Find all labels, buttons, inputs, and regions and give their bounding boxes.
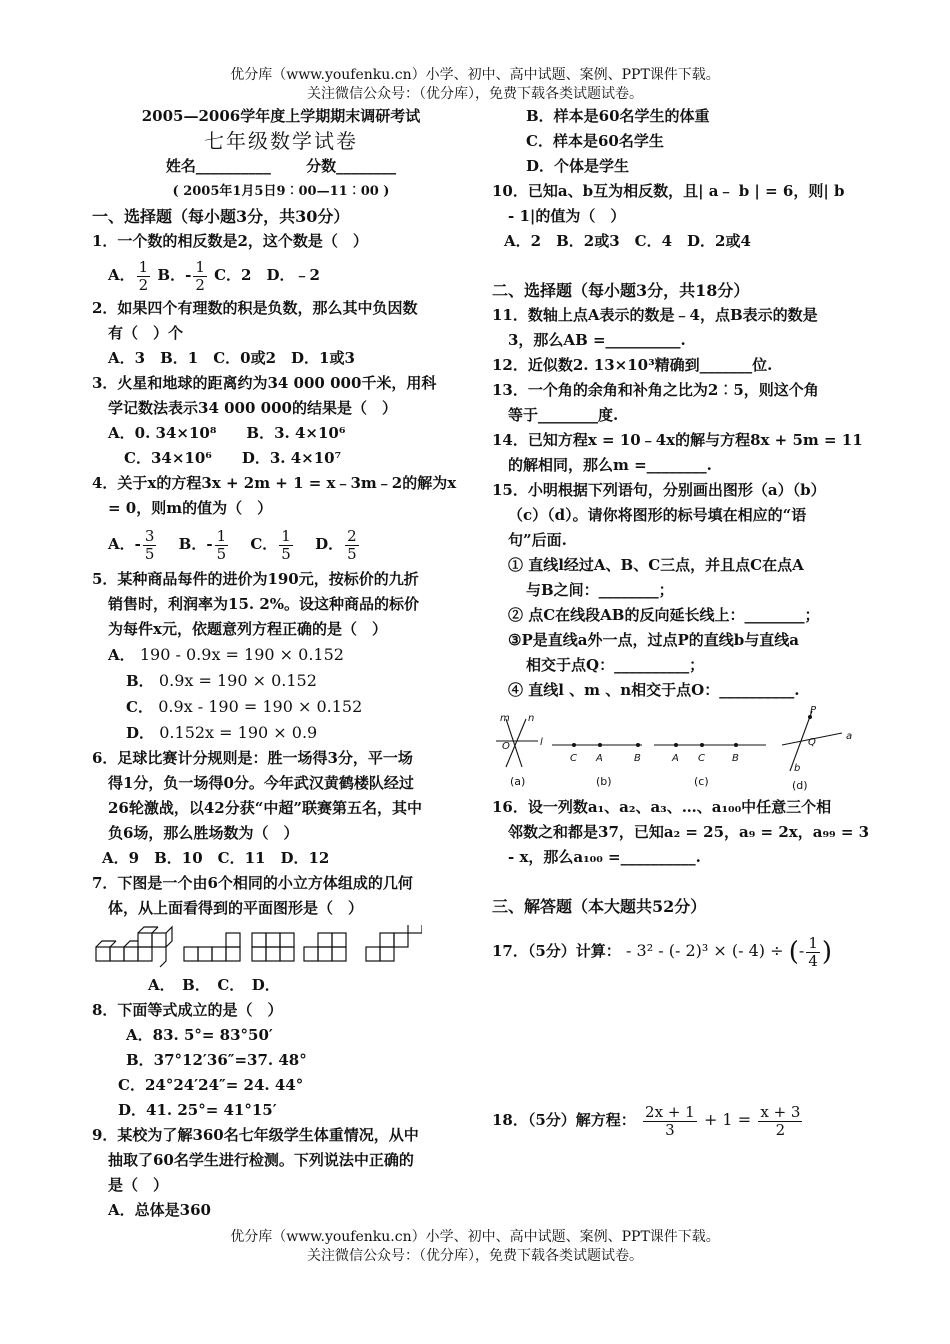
q7-line-2: 体，从上面看得到的平面图形是（ ） bbox=[108, 899, 364, 917]
q6-line-3: 26轮激战，以42分获“中超”联赛第五名，其中 bbox=[108, 799, 423, 817]
q8-stem: 8．下面等式成立的是（ ） bbox=[92, 1001, 283, 1019]
q6-line-4: 负6场，那么胜场数为（ ） bbox=[108, 824, 299, 842]
q5-option-b: B． 0.9x = 190 × 0.152 bbox=[126, 671, 317, 690]
figure-b bbox=[252, 933, 294, 961]
q9-option-b: B．样本是60名学生的体重 bbox=[526, 107, 710, 125]
q9-option-a: A．总体是360 bbox=[108, 1201, 211, 1219]
q1-options: A． $\frac{1}{2}$ B．- $\frac{1}{2}$ C．2 D．﹣2 bbox=[108, 257, 320, 294]
q18: 18．（5分）解方程： $\frac{2x + 1}{3}$ + 1 = $\frac{x + 3}{2}$ bbox=[492, 1102, 801, 1139]
q16-line-2: 邻数之和都是37，已知a₂ = 25，a₉ = 2x，a₉₉ = 3 bbox=[508, 823, 870, 841]
q15-s2: ② 点C在线段AB的反向延长线上：________； bbox=[508, 606, 820, 624]
q15-s3b: 相交于点Q：__________； bbox=[526, 656, 705, 674]
figure-a bbox=[184, 933, 240, 961]
q15-s1b: 与B之间：________； bbox=[526, 581, 674, 599]
q7-line-1: 7．下图是一个由6个相同的小立方体组成的几何 bbox=[92, 874, 413, 892]
fig-a-label-n: n bbox=[528, 713, 535, 724]
q9-option-d: D．个体是学生 bbox=[526, 157, 630, 175]
header-line-1: 优分库（www.youfenku.cn）小学、初中、高中试题、案例、PPT课件下载。 bbox=[230, 67, 720, 83]
q4-line-2: = 0，则m的值为（ ） bbox=[108, 499, 273, 517]
exam-term: 2005—2006学年度上学期期末调研考试 bbox=[141, 107, 421, 125]
q8-option-d: D．41. 25°= 41°15′ bbox=[118, 1101, 277, 1119]
right-column bbox=[492, 104, 870, 1144]
footer-line-2: 关注微信公众号：（优分库），免费下载各类试题试卷。 bbox=[307, 1248, 643, 1264]
fig-a-label-l: l bbox=[540, 737, 543, 748]
section-1-title: 一、选择题（每小题3分，共30分） bbox=[92, 207, 350, 226]
fig-c-point-3: B bbox=[732, 753, 739, 764]
q5-line-3: 为每件x元，依题意列方程正确的是（ ） bbox=[108, 620, 387, 638]
q11-line-2: 3，那么AB =__________. bbox=[508, 331, 686, 349]
fig-d-label-b: b bbox=[794, 763, 801, 774]
q14-line-2: 的解相同，那么m =________. bbox=[508, 456, 712, 474]
fig-label-d: (d) bbox=[792, 779, 808, 791]
q5-line-1: 5．某种商品每件的进价为190元，按标价的九折 bbox=[92, 570, 419, 588]
q8-option-a: A．83. 5°= 83°50′ bbox=[126, 1026, 273, 1044]
q5-option-a: A． 190 - 0.9x = 190 × 0.152 bbox=[108, 645, 344, 664]
q15-line-2: （c）（d）。请你将图形的标号填在相应的“语 bbox=[508, 506, 807, 524]
figure-d bbox=[366, 925, 422, 961]
q7-options: A． B． C． D． bbox=[148, 976, 280, 994]
q4-options: A．- $\frac{3}{5}$ B．- $\frac{1}{5}$ C． $\frac{1}{5}$ D． $\frac{2}{5}$ bbox=[108, 526, 357, 563]
q13-line-2: 等于________度. bbox=[508, 406, 619, 424]
q6-line-2: 得1分，负一场得0分。今年武汉黄鹤楼队经过 bbox=[108, 774, 414, 792]
q15-s4: ④ 直线l 、m 、n相交于点O：__________. bbox=[508, 681, 800, 699]
q10-options: A．2 B．2或3 C．4 D．2或4 bbox=[504, 232, 751, 250]
cube-stack-figure bbox=[96, 927, 172, 967]
q10-line-1: 10．已知a、b互为相反数，且| a﹣ b | = 6，则| b bbox=[492, 182, 845, 200]
q1-stem: 1．一个数的相反数是2，这个数是（ ） bbox=[92, 232, 368, 250]
fig-c-point-1: A bbox=[672, 753, 679, 764]
fig-b-point-2: A bbox=[596, 753, 603, 764]
q2-options: A．3 B．1 C．0或2 D．1或3 bbox=[108, 349, 355, 367]
fig-label-b: (b) bbox=[596, 775, 612, 788]
figure-c bbox=[304, 933, 346, 961]
q8-option-b: B．37°12′36″=37. 48° bbox=[126, 1051, 307, 1069]
fig-label-c: (c) bbox=[694, 775, 709, 788]
q3-options-cd: C．34×10⁶ D．3. 4×10⁷ bbox=[124, 449, 342, 467]
q2-line-1: 2．如果四个有理数的积是负数，那么其中负因数 bbox=[92, 299, 418, 317]
name-score-line: 姓名__________ 分数________ bbox=[165, 157, 397, 175]
q5-option-c: C． 0.9x - 190 = 190 × 0.152 bbox=[126, 697, 363, 716]
fig-a-label-o: O bbox=[502, 741, 510, 752]
fig-a-label-m: m bbox=[500, 713, 510, 724]
q17-expression: - 3² - (- 2)³ × (- 4) ÷ bbox=[626, 941, 784, 960]
q15-s3a: ③P是直线a外一点，过点P的直线b与直线a bbox=[508, 631, 799, 649]
q8-option-c: C．24°24′24″= 24. 44° bbox=[118, 1076, 304, 1094]
exam-date: ( 2005年1月5日9︰00—11︰00 ) bbox=[172, 184, 390, 199]
q4-line-1: 4．关于x的方程3x + 2m + 1 = x﹣3m﹣2的解为x bbox=[92, 474, 457, 492]
q9-line-2: 抽取了60名学生进行检测。下列说法中正确的 bbox=[108, 1151, 414, 1169]
q12-line-1: 12．近似数2. 13×10³精确到_______位. bbox=[492, 356, 773, 374]
fig-b-point-3: B bbox=[634, 753, 641, 764]
section-3-title: 三、解答题（本大题共52分） bbox=[492, 897, 707, 916]
exam-title: 七年级数学试卷 bbox=[204, 129, 358, 153]
q17: 17．（5分）计算： - 3² - (- 2)³ × (- 4) ÷ (- $\frac{1}{4}$ ) bbox=[492, 933, 833, 970]
q6-line-1: 6．足球比赛计分规则是：胜一场得3分，平一场 bbox=[92, 749, 413, 767]
q7-figures bbox=[92, 925, 422, 973]
q15-line-3: 句”后面. bbox=[508, 531, 567, 549]
fig-b-point-1: C bbox=[570, 753, 577, 764]
fig-d-label-q: Q bbox=[808, 737, 816, 748]
q9-line-3: 是（ ） bbox=[108, 1176, 169, 1194]
q3-line-2: 学记数法表示34 000 000的结果是（ ） bbox=[108, 399, 397, 417]
q1-frac-a: $\frac{1}{2}$ bbox=[138, 257, 149, 294]
q13-line-1: 13．一个角的余角和补角之比为2︰5，则这个角 bbox=[492, 381, 819, 399]
q6-options: A．9 B．10 C．11 D．12 bbox=[102, 849, 330, 867]
q15-s1a: ① 直线l经过A、B、C三点，并且点C在点A bbox=[508, 556, 804, 574]
fig-d-label-p: P bbox=[810, 705, 817, 716]
q9-line-1: 9．某校为了解360名七年级学生体重情况，从中 bbox=[92, 1126, 419, 1144]
header-line-2: 关注微信公众号：（优分库），免费下载各类试题试卷。 bbox=[307, 86, 643, 102]
q10-line-2: - 1|的值为（ ） bbox=[508, 207, 626, 225]
q16-line-3: - x，那么a₁₀₀ =__________. bbox=[508, 848, 701, 866]
q16-line-1: 16．设一列数a₁、a₂、a₃、…、a₁₀₀中任意三个相 bbox=[492, 798, 832, 816]
fig-c-point-2: C bbox=[698, 753, 705, 764]
q3-options-ab: A．0. 34×10⁸ B．3. 4×10⁶ bbox=[108, 424, 346, 442]
q3-line-1: 3．火星和地球的距离约为34 000 000千米，用科 bbox=[92, 374, 437, 392]
q5-option-d: D． 0.152x = 190 × 0.9 bbox=[126, 723, 318, 742]
section-2-title: 二、选择题（每小题3分，共18分） bbox=[492, 281, 750, 300]
q9-option-c: C．样本是60名学生 bbox=[526, 132, 664, 150]
q14-line-1: 14．已知方程x = 10﹣4x的解与方程8x + 5m = 11 bbox=[492, 431, 863, 449]
fig-label-a: (a) bbox=[510, 775, 526, 788]
name-label: 姓名 bbox=[165, 157, 196, 175]
q2-line-2: 有（ ）个 bbox=[108, 324, 184, 342]
q15-figures bbox=[492, 705, 862, 791]
left-column bbox=[92, 104, 470, 1223]
q5-line-2: 销售时，利润率为15. 2%。设这种商品的标价 bbox=[108, 595, 420, 613]
score-label: 分数 bbox=[306, 157, 337, 175]
footer-line-1: 优分库（www.youfenku.cn）小学、初中、高中试题、案例、PPT课件下载。 bbox=[230, 1229, 720, 1245]
q1-frac-b: $\frac{1}{2}$ bbox=[195, 257, 205, 294]
q11-line-1: 11．数轴上点A表示的数是﹣4，点B表示的数是 bbox=[492, 306, 818, 324]
q15-line-1: 15．小明根据下列语句，分别画出图形（a）（b） bbox=[492, 481, 826, 499]
fig-d-label-a: a bbox=[846, 731, 853, 742]
